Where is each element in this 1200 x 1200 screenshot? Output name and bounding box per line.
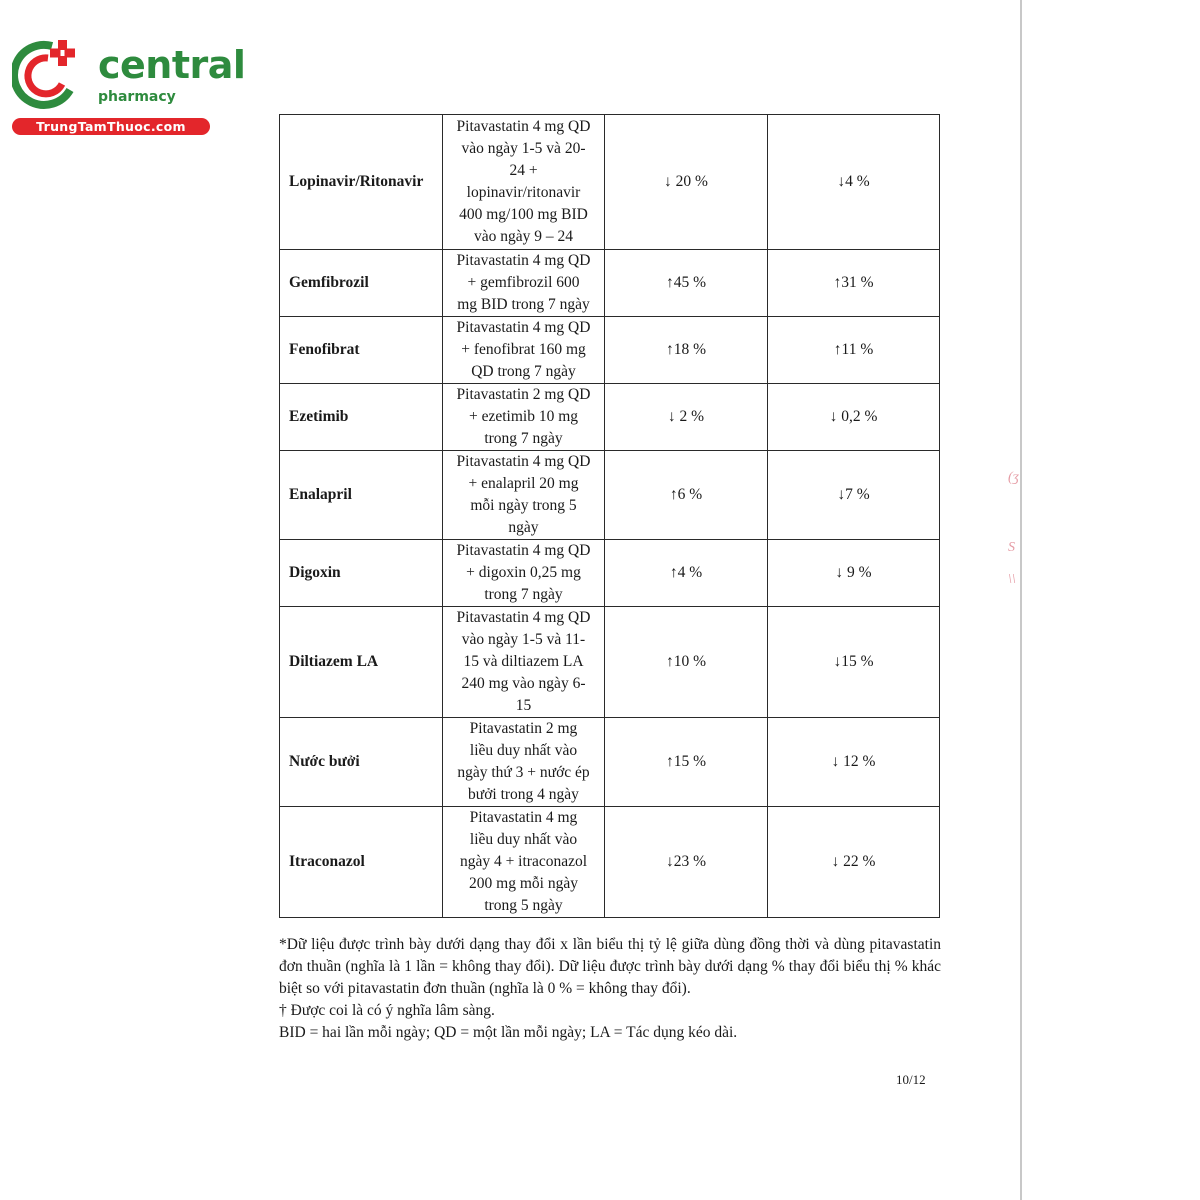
regimen-line: Pitavastatin 4 mg QD: [456, 453, 591, 470]
cmax-change-cell: ↓15 %: [768, 607, 940, 718]
regimen-line: 240 mg vào ngày 6-: [461, 675, 586, 692]
regimen-line: Pitavastatin 2 mg: [469, 720, 578, 737]
auc-change-cell: ↑18 %: [605, 317, 768, 384]
regimen-line: + fenofibrat 160 mg: [461, 341, 586, 358]
stamp-mark: (ʒ: [1008, 470, 1019, 485]
regimen-cell: [443, 115, 605, 250]
regimen-line: vào ngày 9 – 24: [473, 228, 573, 245]
drug-interaction-table: [279, 114, 940, 918]
auc-change-cell: ↑15 %: [605, 718, 768, 807]
regimen-line: trong 7 ngày: [484, 430, 563, 447]
regimen-line: Pitavastatin 4 mg QD: [456, 118, 591, 135]
logo-brand-text: central: [98, 43, 246, 87]
regimen-line: 15: [515, 697, 532, 714]
table-row: [280, 807, 940, 918]
footnote-abbreviations: BID = hai lần mỗi ngày; QD = một lần mỗi ngày; LA = Tác dụng kéo dài.: [279, 1024, 738, 1041]
cmax-change-cell: ↑11 %: [768, 317, 940, 384]
regimen-line: lopinavir/ritonavir: [466, 184, 581, 201]
page-number: 10/12: [896, 1072, 926, 1087]
regimen-cell: [443, 540, 605, 607]
stamp-mark: S: [1008, 540, 1015, 555]
auc-change-cell: ↓23 %: [605, 807, 768, 918]
auc-change-cell: ↑45 %: [605, 250, 768, 317]
regimen-line: Pitavastatin 4 mg QD: [456, 542, 591, 559]
footnotes: [279, 934, 941, 1044]
cmax-change-cell: ↓ 22 %: [768, 807, 940, 918]
regimen-line: Pitavastatin 4 mg: [469, 809, 578, 826]
cmax-change-cell: ↓ 9 %: [768, 540, 940, 607]
regimen-cell: [443, 250, 605, 317]
regimen-cell: [443, 607, 605, 718]
regimen-cell: [443, 384, 605, 451]
regimen-line: Pitavastatin 4 mg QD: [456, 609, 591, 626]
drug-name-cell: Nước bưởi: [280, 718, 443, 807]
regimen-line: Pitavastatin 4 mg QD: [456, 319, 591, 336]
regimen-line: 200 mg mỗi ngày: [469, 875, 578, 892]
regimen-line: Pitavastatin 4 mg QD: [456, 252, 591, 269]
central-pharmacy-logo: [10, 38, 246, 136]
auc-change-cell: ↑6 %: [605, 451, 768, 540]
cmax-change-cell: ↓7 %: [768, 451, 940, 540]
drug-name-cell: Gemfibrozil: [280, 250, 443, 317]
regimen-cell: [443, 718, 605, 807]
logo-website-banner: TrungTamThuoc.com: [12, 118, 210, 135]
table-row: [280, 250, 940, 317]
drug-name-cell: Digoxin: [280, 540, 443, 607]
regimen-line: liều duy nhất vào: [469, 831, 578, 848]
table-row: [280, 607, 940, 718]
table-row: [280, 451, 940, 540]
table-row: [280, 115, 940, 250]
regimen-line: vào ngày 1-5 và 20-: [461, 140, 586, 157]
regimen-line: ngày thứ 3 + nước ép: [457, 764, 590, 781]
auc-change-cell: ↓ 2 %: [605, 384, 768, 451]
auc-change-cell: ↑4 %: [605, 540, 768, 607]
cmax-change-cell: ↓ 12 %: [768, 718, 940, 807]
regimen-line: trong 5 ngày: [484, 897, 563, 914]
regimen-line: mỗi ngày trong 5: [470, 497, 577, 514]
cmax-change-cell: ↓ 0,2 %: [768, 384, 940, 451]
auc-change-cell: ↑10 %: [605, 607, 768, 718]
regimen-cell: [443, 807, 605, 918]
regimen-line: + gemfibrozil 600: [467, 274, 580, 291]
footnote-dagger: † Được coi là có ý nghĩa lâm sàng.: [279, 1002, 495, 1019]
table-row: [280, 540, 940, 607]
regimen-cell: [443, 317, 605, 384]
regimen-line: 400 mg/100 mg BID: [459, 206, 588, 223]
regimen-line: bưởi trong 4 ngày: [468, 786, 579, 803]
drug-name-cell: Ezetimib: [280, 384, 443, 451]
regimen-line: ngày: [508, 519, 539, 536]
regimen-line: + enalapril 20 mg: [468, 475, 579, 492]
table-row: [280, 384, 940, 451]
regimen-cell: [443, 451, 605, 540]
regimen-line: mg BID trong 7 ngày: [457, 296, 590, 313]
drug-name-cell: Enalapril: [280, 451, 443, 540]
table-row: [280, 317, 940, 384]
pharmacy-logo-icon: [12, 40, 82, 110]
auc-change-cell: ↓ 20 %: [605, 115, 768, 250]
regimen-line: Pitavastatin 2 mg QD: [456, 386, 591, 403]
regimen-line: vào ngày 1-5 và 11-: [461, 631, 586, 648]
drug-name-cell: Itraconazol: [280, 807, 443, 918]
regimen-line: + digoxin 0,25 mg: [466, 564, 581, 581]
drug-name-cell: Fenofibrat: [280, 317, 443, 384]
regimen-line: 15 và diltiazem LA: [463, 653, 584, 670]
regimen-line: QD trong 7 ngày: [471, 363, 576, 380]
regimen-line: ngày 4 + itraconazol: [459, 853, 588, 870]
drug-name-cell: Lopinavir/Ritonavir: [280, 115, 443, 250]
regimen-line: + ezetimib 10 mg: [468, 408, 579, 425]
regimen-line: 24 +: [509, 162, 538, 179]
cmax-change-cell: ↓4 %: [768, 115, 940, 250]
table-row: [280, 718, 940, 807]
logo-subtitle: pharmacy: [98, 89, 176, 105]
drug-name-cell: Diltiazem LA: [280, 607, 443, 718]
regimen-line: liều duy nhất vào: [469, 742, 578, 759]
regimen-line: trong 7 ngày: [484, 586, 563, 603]
footnote-asterisk: *Dữ liệu được trình bày dưới dạng thay đổi x lần biểu thị tỷ lệ giữa dùng đồng thời và dùng pitavastatin đơn thuần (nghĩa là 1 lần = không thay đổi). Dữ liệu được trình bày dưới dạng % thay đổi biểu thị % khác biệt so với pitavastatin đơn thuần (nghĩa là 0 % = không thay đổi).: [279, 936, 941, 997]
cmax-change-cell: ↑31 %: [768, 250, 940, 317]
stamp-mark: \\: [1008, 572, 1016, 587]
page-edge-divider: [1020, 0, 1022, 1200]
